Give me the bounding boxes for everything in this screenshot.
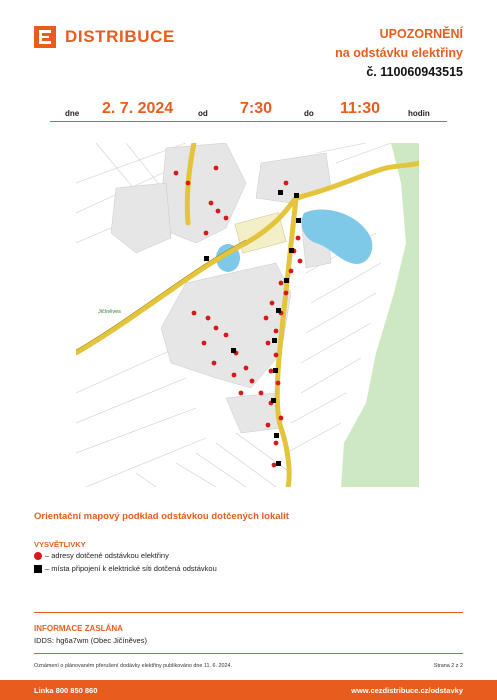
red-dot-icon bbox=[34, 552, 42, 560]
publication-note: Oznámení o plánovaném přerušení dodávky elektřiny publikováno dne 11. 6. 2024. bbox=[34, 663, 232, 669]
brand-name: DISTRIBUCE bbox=[65, 27, 175, 46]
footer-phone: Linka 800 850 860 bbox=[34, 686, 98, 695]
map-caption: Orientační mapový podklad odstávkou dotčených lokalit bbox=[34, 511, 289, 522]
outage-map bbox=[76, 143, 419, 487]
notice-number: č. 110060943515 bbox=[366, 65, 463, 79]
label-hours: hodin bbox=[408, 109, 430, 118]
legend-item-address bbox=[34, 551, 169, 560]
page-number: Strana 2 z 2 bbox=[433, 663, 463, 669]
outage-date: 2. 7. 2024 bbox=[102, 100, 174, 117]
info-text: IDDS: hg6a7wm (Obec Jičíněves) bbox=[34, 636, 147, 645]
notice-block bbox=[335, 25, 463, 82]
legend-text-address: – adresy dotčené odstávkou elektřiny bbox=[45, 551, 169, 560]
black-square-icon bbox=[34, 565, 42, 573]
footer-url[interactable]: www.cezdistribuce.cz/odstavky bbox=[351, 686, 463, 695]
outage-dateline bbox=[50, 101, 447, 121]
divider-bottom bbox=[34, 653, 463, 654]
legend-title: VYSVĚTLIVKY bbox=[34, 540, 86, 549]
cez-logo bbox=[34, 26, 175, 48]
map-graphic bbox=[76, 143, 419, 487]
dateline-rule bbox=[50, 121, 447, 122]
legend-item-connection bbox=[34, 564, 217, 573]
notice-title: UPOZORNĚNÍ bbox=[379, 27, 463, 41]
footer-bar bbox=[0, 680, 497, 700]
notice-subtitle: na odstávku elektřiny bbox=[335, 46, 463, 60]
cez-logo-icon bbox=[34, 26, 56, 48]
village-label: Jičíněves bbox=[98, 309, 121, 315]
legend-text-connection: – místa připojení k elektrické síti dotčená odstávkou bbox=[45, 564, 217, 573]
info-title: INFORMACE ZASLÁNA bbox=[34, 624, 123, 633]
label-to: do bbox=[304, 109, 314, 118]
outage-time-to: 11:30 bbox=[340, 100, 381, 117]
label-from: od bbox=[198, 109, 208, 118]
outage-time-from: 7:30 bbox=[240, 100, 273, 117]
divider-top bbox=[34, 612, 463, 613]
label-date: dne bbox=[65, 109, 80, 118]
